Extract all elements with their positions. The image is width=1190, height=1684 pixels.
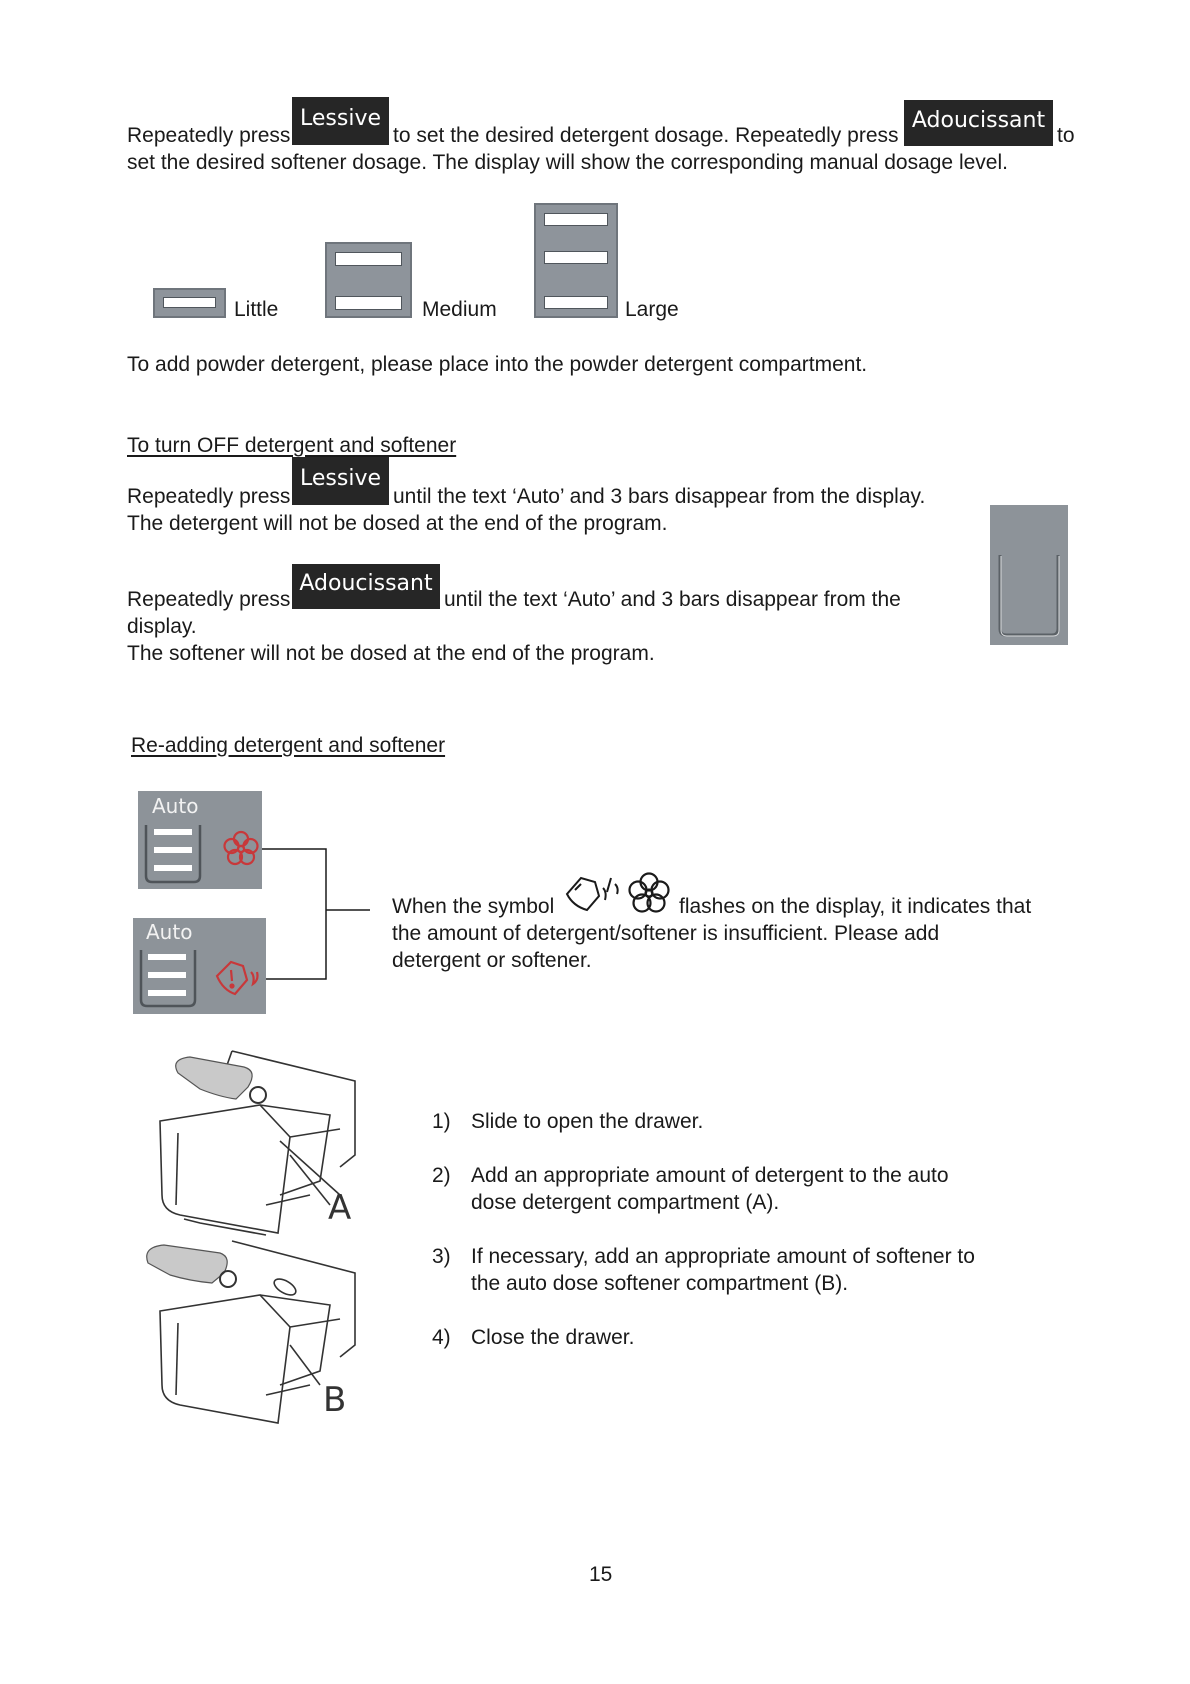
figure-label-b: B bbox=[323, 1380, 347, 1420]
turn-off-softener-post: until the text ‘Auto’ and 3 bars disappear from the bbox=[444, 588, 901, 611]
display-detergent-warning bbox=[133, 918, 266, 1014]
dosage-medium-indicator bbox=[325, 242, 412, 318]
step-1-text: Slide to open the drawer. bbox=[471, 1110, 704, 1133]
drawer-illustration bbox=[140, 1045, 365, 1430]
turn-off-softener-note: The softener will not be dosed at the end of the program. bbox=[127, 642, 655, 665]
dosage-little-indicator bbox=[153, 288, 226, 318]
step-3-text: If necessary, add an appropriate amount of softener to bbox=[471, 1245, 975, 1268]
step-2-text: Add an appropriate amount of detergent to the auto bbox=[471, 1164, 949, 1187]
warn-pre: When the symbol bbox=[392, 895, 555, 918]
lessive-button[interactable]: Lessive bbox=[292, 97, 389, 145]
step-4-num: 4) bbox=[432, 1326, 451, 1349]
step-3-num: 3) bbox=[432, 1245, 451, 1268]
detergent-warning-icon bbox=[217, 962, 258, 994]
adoucissant-button-2[interactable]: Adoucissant bbox=[292, 564, 440, 609]
dosage-little-label: Little bbox=[234, 298, 279, 321]
turn-off-heading: To turn OFF detergent and softener bbox=[127, 434, 457, 457]
step-4-text: Close the drawer. bbox=[471, 1326, 635, 1349]
readd-heading: Re-adding detergent and softener bbox=[131, 734, 446, 757]
dosage-large-label: Large bbox=[625, 298, 679, 321]
dosage-large-indicator bbox=[534, 203, 618, 318]
step-2-text-2: dose detergent compartment (A). bbox=[471, 1191, 780, 1214]
intro-text-4: set the desired softener dosage. The display will show the corresponding manual dosage level. bbox=[127, 151, 1008, 174]
turn-off-detergent-note: The detergent will not be dosed at the end of the program. bbox=[127, 512, 668, 535]
step-3-text-2: the auto dose softener compartment (B). bbox=[471, 1272, 849, 1295]
display-auto-label: Auto bbox=[152, 794, 199, 818]
warn-line3: detergent or softener. bbox=[392, 949, 592, 972]
turn-off-softener-pre: Repeatedly press bbox=[127, 588, 291, 611]
turn-off-detergent-post: until the text ‘Auto’ and 3 bars disappear from the display. bbox=[393, 485, 926, 508]
intro-text-2: to set the desired detergent dosage. Repeatedly press bbox=[393, 124, 899, 147]
turn-off-softener-post2: display. bbox=[127, 615, 197, 638]
empty-container-icon bbox=[990, 505, 1068, 645]
lessive-button-2[interactable]: Lessive bbox=[292, 457, 389, 505]
display-auto-label-2: Auto bbox=[146, 920, 193, 944]
dosage-medium-label: Medium bbox=[422, 298, 497, 321]
intro-text-1: Repeatedly press bbox=[127, 124, 291, 147]
figure-label-a: A bbox=[328, 1188, 352, 1228]
softener-flower-icon bbox=[625, 868, 673, 916]
step-1-num: 1) bbox=[432, 1110, 451, 1133]
powder-note: To add powder detergent, please place into the powder detergent compartment. bbox=[127, 353, 868, 376]
warn-post: flashes on the display, it indicates that bbox=[679, 895, 1032, 918]
display-softener-warning bbox=[138, 791, 262, 889]
turn-off-detergent-pre: Repeatedly press bbox=[127, 485, 291, 508]
connector-lines bbox=[262, 845, 372, 980]
warn-line2: the amount of detergent/softener is insufficient. Please add bbox=[392, 922, 940, 945]
adoucissant-button[interactable]: Adoucissant bbox=[904, 100, 1053, 146]
page-number: 15 bbox=[589, 1563, 613, 1586]
intro-text-3: to bbox=[1057, 124, 1075, 147]
step-2-num: 2) bbox=[432, 1164, 451, 1187]
detergent-bottle-icon bbox=[563, 870, 623, 912]
softener-flower-icon-red bbox=[225, 832, 258, 864]
